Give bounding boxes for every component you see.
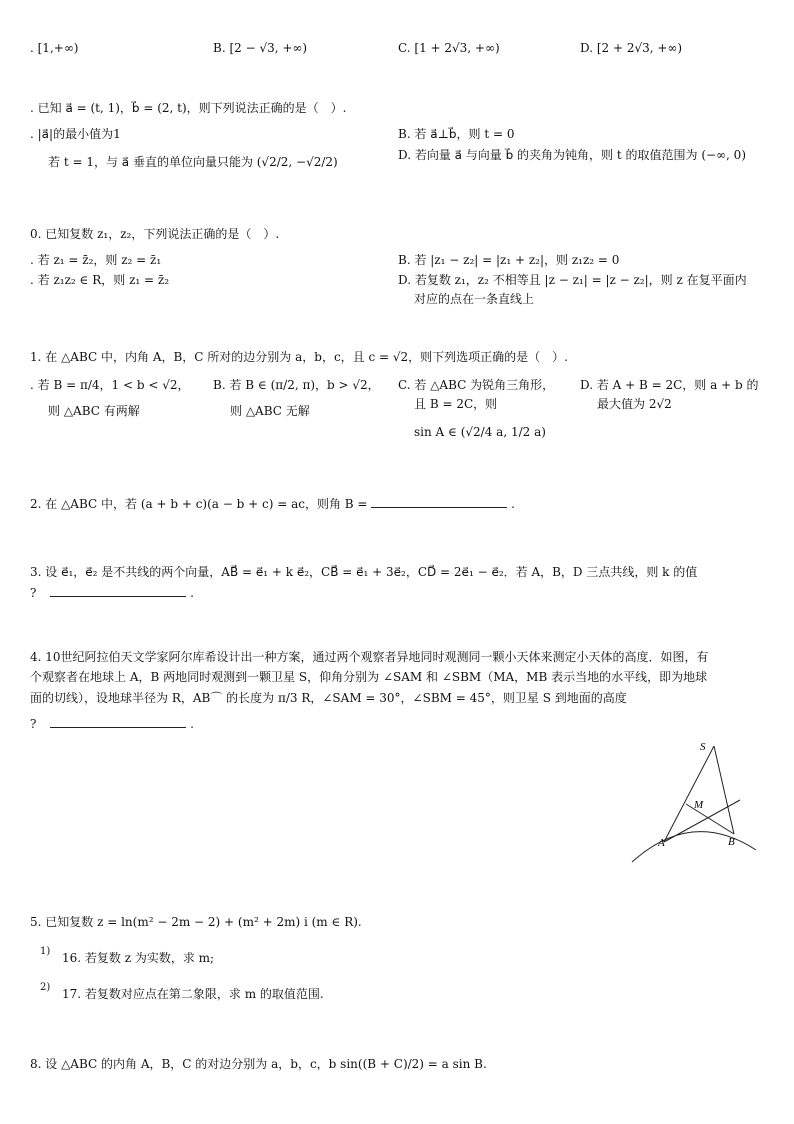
q15-part2: 17. 若复数对应点在第二象限，求 m 的取值范围. — [62, 987, 324, 1001]
q11-option-c-line1: C. 若 △ABC 为锐角三角形， — [398, 378, 555, 392]
q12-stem — [30, 495, 515, 512]
q10-option-d-line2: 对应的点在一条直线上 — [414, 292, 535, 306]
q15-part1-number: 1) — [40, 946, 51, 957]
q10-option-b: B. 若 |z₁ − z₂| = |z₁ + z₂|，则 z₁z₂ = 0 — [398, 253, 620, 267]
q8-option-a: . [1,+∞) — [30, 41, 79, 55]
q11-option-a-line2: 则 △ABC 有两解 — [48, 404, 140, 418]
label-b: B — [728, 836, 735, 848]
q9-stem: . 已知 a⃗ = (t, 1)，b⃗ = (2, t)，则下列说法正确的是（ ）. — [30, 101, 347, 115]
q11-option-c-line3: sin A ∈ (√2/4 a, 1/2 a) — [414, 425, 546, 439]
satellite-diagram — [628, 738, 760, 868]
q13-line1: 3. 设 e⃗₁，e⃗₂ 是不共线的两个向量，AB⃗ = e⃗₁ + k e⃗₂，CB⃗ = e⃗₁ + 3e⃗₂，CD⃗ = 2e⃗₁ − e⃗₂．若 A，B，D 三点共线，则 k 的值 — [30, 565, 698, 579]
q10-option-a: . 若 z₁ = z̄₂，则 z₂ = z̄₁ — [30, 253, 162, 267]
line-sa — [664, 746, 714, 842]
q10-stem: 0. 已知复数 z₁，z₂，下列说法正确的是（ ）. — [30, 227, 280, 241]
q13-line2 — [30, 584, 194, 601]
q11-option-b-line2: 则 △ABC 无解 — [230, 404, 310, 418]
q15-part2-number: 2) — [40, 982, 51, 993]
label-m: M — [694, 799, 704, 811]
q13-answer-blank[interactable] — [50, 584, 186, 597]
q14-line3: 面的切线），设地球半径为 R，AB⌒ 的长度为 π/3 R，∠SAM = 30°，∠SBM = 45°，则卫星 S 到地面的高度 — [30, 691, 627, 705]
q9-option-d: D. 若向量 a⃗ 与向量 b⃗ 的夹角为钝角，则 t 的取值范围为 (−∞, 0) — [398, 148, 746, 162]
q12-answer-blank[interactable] — [371, 495, 507, 508]
q8-option-b: B. [2 − √3, +∞) — [213, 41, 308, 55]
q14-line2: 个观察者在地球上 A，B 两地同时观测到一颗卫星 S，仰角分别为 ∠SAM 和 ∠SBM（MA，MB 表示当地的水平线，即为地球 — [30, 670, 708, 684]
label-a: A — [658, 837, 665, 849]
q11-option-d-line1: D. 若 A + B = 2C，则 a + b 的 — [580, 378, 759, 392]
earth-arc — [632, 832, 756, 862]
q13-tail: . — [190, 586, 194, 600]
q14-line4 — [30, 715, 194, 732]
q10-option-c: . 若 z₁z₂ ∈ R，则 z₁ = z̄₂ — [30, 273, 170, 287]
q11-option-c-line2: 且 B = 2C，则 — [414, 397, 498, 411]
q12-stem-text: 2. 在 △ABC 中，若 (a + b + c)(a − b + c) = ac，则角 B = — [30, 497, 368, 511]
q18-stem: 8. 设 △ABC 的内角 A，B，C 的对边分别为 a，b，c，b sin((B + C)/2) = a sin B. — [30, 1057, 487, 1071]
q9-option-a: . |a⃗|的最小值为1 — [30, 127, 121, 141]
line-sb — [714, 746, 734, 834]
satellite-figure — [628, 738, 760, 868]
q8-option-c: C. [1 + 2√3, +∞) — [398, 41, 500, 55]
q11-stem: 1. 在 △ABC 中，内角 A，B，C 所对的边分别为 a，b，c，且 c = √2，则下列选项正确的是（ ）. — [30, 350, 568, 364]
q11-option-a-line1: . 若 B = π/4，1 < b < √2， — [30, 378, 190, 392]
q15-stem: 5. 已知复数 z = ln(m² − 2m − 2) + (m² + 2m) i (m ∈ R). — [30, 915, 362, 929]
q10-option-d-line1: D. 若复数 z₁，z₂ 不相等且 |z − z₁| = |z − z₂|，则 z 在复平面内 — [398, 273, 747, 287]
q11-option-b-line1: B. 若 B ∈ (π/2, π)，b > √2， — [213, 378, 380, 392]
q9-option-b: B. 若 a⃗⊥b⃗，则 t = 0 — [398, 127, 515, 141]
label-s: S — [700, 741, 706, 753]
q14-answer-blank[interactable] — [50, 715, 186, 728]
q14-line4-prefix: ? — [30, 717, 37, 731]
q11-option-d-line2: 最大值为 2√2 — [597, 397, 672, 411]
q14-line1: 4. 10世纪阿拉伯天文学家阿尔库希设计出一种方案，通过两个观察者异地同时观测同一颗小天体来测定小天体的高度．如图，有 — [30, 650, 709, 664]
q12-tail: . — [511, 497, 515, 511]
q9-option-c: 若 t = 1，与 a⃗ 垂直的单位向量只能为 (√2/2, −√2/2) — [48, 155, 338, 169]
q14-tail: . — [190, 717, 194, 731]
q15-part1: 16. 若复数 z 为实数，求 m; — [62, 951, 215, 965]
q13-line2-prefix: ? — [30, 586, 37, 600]
q8-option-d: D. [2 + 2√3, +∞) — [580, 41, 683, 55]
